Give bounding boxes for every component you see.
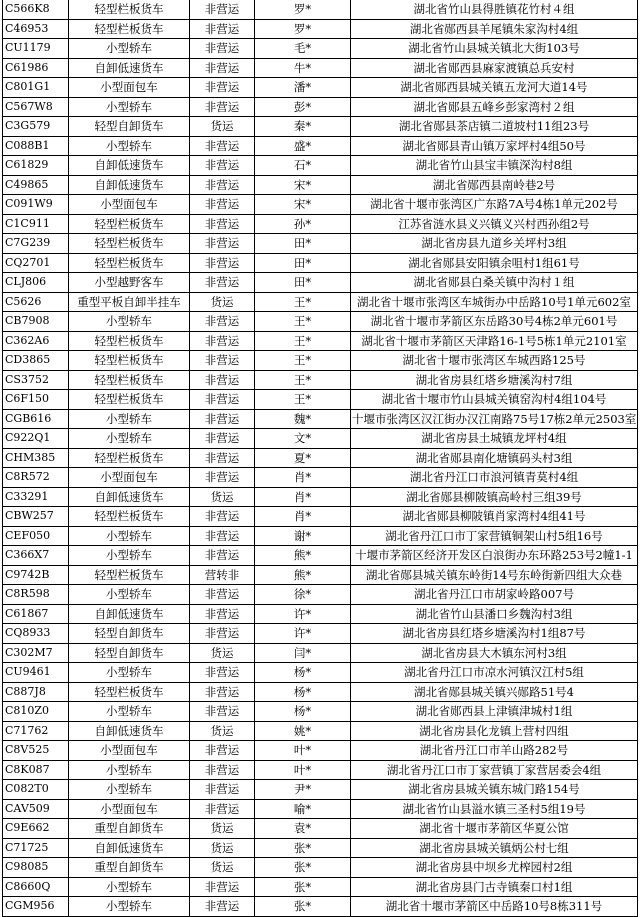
usage-cell: 非营运 [190, 604, 255, 624]
address-cell: 湖北省十堰市张湾区车城街办中岳路10号1单元602室 [351, 292, 638, 312]
address-cell: 湖北省郧县茶店镇二道坡村11组23号 [351, 117, 638, 137]
plate-cell: C9E662 [3, 819, 69, 839]
vehicle-type-cell: 重型自卸货车 [69, 858, 190, 878]
address-cell: 湖北省十堰市张湾区广东路7A号4栋1单元202号 [351, 195, 638, 215]
usage-cell: 非营运 [190, 195, 255, 215]
vehicle-type-cell: 轻型栏板货车 [69, 507, 190, 527]
usage-cell: 货运 [190, 838, 255, 858]
plate-cell: CGB616 [3, 409, 69, 429]
owner-cell: 尹* [255, 780, 351, 800]
usage-cell: 非营运 [190, 0, 255, 19]
usage-cell: 货运 [190, 721, 255, 741]
usage-cell: 货运 [190, 117, 255, 137]
vehicle-type-cell: 小型轿车 [69, 39, 190, 59]
plate-cell: C810Z0 [3, 702, 69, 722]
plate-cell: C46953 [3, 19, 69, 39]
address-cell: 湖北省郧县五峰乡彭家湾村２组 [351, 97, 638, 117]
address-cell: 十堰市张湾区汉江街办汉江南路75号17栋2单元2503室 [351, 409, 638, 429]
address-cell: 湖北省郧县城关镇兴郧路51号4 [351, 682, 638, 702]
address-cell: 湖北省房县中坝乡尤榨园村2组 [351, 858, 638, 878]
address-cell: 湖北省郧县安阳镇余咀村1组61号 [351, 253, 638, 273]
owner-cell: 王* [255, 292, 351, 312]
table-row [3, 585, 638, 605]
plate-cell: C3G579 [3, 117, 69, 137]
plate-cell: C8R598 [3, 585, 69, 605]
owner-cell: 石* [255, 156, 351, 176]
owner-cell: 田* [255, 273, 351, 293]
usage-cell: 非营运 [190, 429, 255, 449]
owner-cell: 熊* [255, 565, 351, 585]
plate-cell: C566K8 [3, 0, 69, 19]
vehicle-type-cell: 小型面包车 [69, 741, 190, 761]
usage-cell: 非营运 [190, 897, 255, 917]
plate-cell: CHM385 [3, 448, 69, 468]
table-row [3, 117, 638, 137]
plate-cell: C088B1 [3, 136, 69, 156]
owner-cell: 盛* [255, 136, 351, 156]
plate-cell: C362A6 [3, 331, 69, 351]
usage-cell: 非营运 [190, 39, 255, 59]
owner-cell: 熊* [255, 546, 351, 566]
plate-cell: C887J8 [3, 682, 69, 702]
vehicle-type-cell: 轻型栏板货车 [69, 331, 190, 351]
owner-cell: 王* [255, 331, 351, 351]
vehicle-type-cell: 小型轿车 [69, 546, 190, 566]
vehicle-table [2, 0, 638, 917]
owner-cell: 谢* [255, 526, 351, 546]
address-cell: 湖北省竹山县宝丰镇深沟村8组 [351, 156, 638, 176]
address-cell: 湖北省郧西县城关镇五龙河大道14号 [351, 78, 638, 98]
table-row [3, 351, 638, 371]
vehicle-type-cell: 小型轿车 [69, 409, 190, 429]
vehicle-type-cell: 小型面包车 [69, 195, 190, 215]
plate-cell: CU9461 [3, 663, 69, 683]
vehicle-type-cell: 小型轿车 [69, 312, 190, 332]
plate-cell: C71725 [3, 838, 69, 858]
owner-cell: 杨* [255, 682, 351, 702]
owner-cell: 王* [255, 370, 351, 390]
plate-cell: CQ2701 [3, 253, 69, 273]
address-cell: 湖北省竹山县潘口乡魏沟村3组 [351, 604, 638, 624]
table-row [3, 312, 638, 332]
address-cell: 湖北省房县城关镇炳公村七组 [351, 838, 638, 858]
table-row [3, 370, 638, 390]
usage-cell: 非营运 [190, 97, 255, 117]
usage-cell: 非营运 [190, 156, 255, 176]
vehicle-type-cell: 轻型栏板货车 [69, 234, 190, 254]
owner-cell: 魏* [255, 409, 351, 429]
usage-cell: 非营运 [190, 585, 255, 605]
owner-cell: 田* [255, 234, 351, 254]
table-row [3, 58, 638, 78]
vehicle-type-cell: 自卸低速货车 [69, 487, 190, 507]
owner-cell: 张* [255, 858, 351, 878]
vehicle-type-cell: 小型面包车 [69, 799, 190, 819]
vehicle-type-cell: 自卸低速货车 [69, 58, 190, 78]
owner-cell: 罗* [255, 0, 351, 19]
address-cell: 湖北省十堰市茅箭区华夏公馆 [351, 819, 638, 839]
vehicle-type-cell: 小型轿车 [69, 97, 190, 117]
address-cell: 湖北省房县红塔乡塘溪沟村1组87号 [351, 624, 638, 644]
address-cell: 湖北省丹江口市浪河镇青莫村4组 [351, 468, 638, 488]
table-row [3, 741, 638, 761]
table-row [3, 156, 638, 176]
plate-cell: CAV509 [3, 799, 69, 819]
usage-cell: 非营运 [190, 526, 255, 546]
address-cell: 湖北省十堰市茅箭区中岳路10号8栋311号 [351, 897, 638, 917]
owner-cell: 喻* [255, 799, 351, 819]
address-cell: 湖北省丹江口市凉水河镇汉江村5组 [351, 663, 638, 683]
table-row [3, 604, 638, 624]
usage-cell: 非营运 [190, 58, 255, 78]
owner-cell: 肖* [255, 487, 351, 507]
vehicle-type-cell: 小型轿车 [69, 897, 190, 917]
owner-cell: 王* [255, 351, 351, 371]
table-row [3, 234, 638, 254]
vehicle-type-cell: 轻型栏板货车 [69, 448, 190, 468]
vehicle-type-cell: 自卸低速货车 [69, 156, 190, 176]
table-row [3, 624, 638, 644]
table-row [3, 721, 638, 741]
table-row [3, 468, 638, 488]
plate-cell: CBW257 [3, 507, 69, 527]
usage-cell: 非营运 [190, 468, 255, 488]
table-row [3, 487, 638, 507]
table-row [3, 214, 638, 234]
owner-cell: 罗* [255, 19, 351, 39]
table-row [3, 292, 638, 312]
address-cell: 湖北省郧县青山镇万家坪村4组50号 [351, 136, 638, 156]
vehicle-type-cell: 重型自卸货车 [69, 819, 190, 839]
plate-cell: CD3865 [3, 351, 69, 371]
usage-cell: 非营运 [190, 19, 255, 39]
plate-cell: C8660Q [3, 877, 69, 897]
table-row [3, 897, 638, 917]
usage-cell: 货运 [190, 819, 255, 839]
usage-cell: 货运 [190, 487, 255, 507]
table-row [3, 195, 638, 215]
usage-cell: 非营运 [190, 253, 255, 273]
usage-cell: 非营运 [190, 214, 255, 234]
address-cell: 湖北省丹江口市丁家营镇丁家营居委会4组 [351, 760, 638, 780]
plate-cell: C567W8 [3, 97, 69, 117]
usage-cell: 非营运 [190, 663, 255, 683]
vehicle-type-cell: 小型越野客车 [69, 273, 190, 293]
vehicle-type-cell: 轻型栏板货车 [69, 370, 190, 390]
table-row [3, 877, 638, 897]
table-row [3, 858, 638, 878]
owner-cell: 秦* [255, 117, 351, 137]
usage-cell: 非营运 [190, 312, 255, 332]
vehicle-type-cell: 小型轿车 [69, 585, 190, 605]
owner-cell: 肖* [255, 507, 351, 527]
address-cell: 湖北省丹江口市羊山路282号 [351, 741, 638, 761]
plate-cell: C922Q1 [3, 429, 69, 449]
plate-cell: C9742B [3, 565, 69, 585]
vehicle-type-cell: 小型面包车 [69, 78, 190, 98]
address-cell: 湖北省郧县柳陂镇高岭村三组39号 [351, 487, 638, 507]
table-row [3, 97, 638, 117]
usage-cell: 非营运 [190, 175, 255, 195]
owner-cell: 肖* [255, 468, 351, 488]
usage-cell: 货运 [190, 858, 255, 878]
address-cell: 湖北省竹山县溢水镇三圣村5组19号 [351, 799, 638, 819]
owner-cell: 姚* [255, 721, 351, 741]
address-cell: 湖北省十堰市茅箭区天津路16-1号5栋1单元2101室 [351, 331, 638, 351]
table-row [3, 273, 638, 293]
vehicle-type-cell: 自卸低速货车 [69, 838, 190, 858]
usage-cell: 非营运 [190, 702, 255, 722]
plate-cell: C366X7 [3, 546, 69, 566]
address-cell: 湖北省房县城关镇东城门路154号 [351, 780, 638, 800]
table-row [3, 39, 638, 59]
usage-cell: 非营运 [190, 448, 255, 468]
table-row [3, 819, 638, 839]
table-row [3, 546, 638, 566]
vehicle-type-cell: 轻型自卸货车 [69, 117, 190, 137]
plate-cell: C082T0 [3, 780, 69, 800]
plate-cell: C98085 [3, 858, 69, 878]
address-cell: 湖北省郧西县麻家渡镇总兵安村 [351, 58, 638, 78]
vehicle-type-cell: 轻型栏板货车 [69, 351, 190, 371]
usage-cell: 非营运 [190, 370, 255, 390]
table-row [3, 78, 638, 98]
usage-cell: 非营运 [190, 507, 255, 527]
table-row [3, 390, 638, 410]
address-cell: 湖北省郧县白桑关镇中沟村１组 [351, 273, 638, 293]
usage-cell: 非营运 [190, 78, 255, 98]
vehicle-type-cell: 轻型自卸货车 [69, 624, 190, 644]
table-row [3, 838, 638, 858]
vehicle-type-cell: 小型轿车 [69, 877, 190, 897]
table-row [3, 19, 638, 39]
plate-cell: C49865 [3, 175, 69, 195]
plate-cell: CQ8933 [3, 624, 69, 644]
table-row [3, 799, 638, 819]
vehicle-type-cell: 小型轿车 [69, 780, 190, 800]
vehicle-type-cell: 轻型栏板货车 [69, 682, 190, 702]
plate-cell: C8R572 [3, 468, 69, 488]
address-cell: 湖北省房县大木镇东河村3组 [351, 643, 638, 663]
address-cell: 湖北省郧西县上津镇津城村1组 [351, 702, 638, 722]
table-row [3, 331, 638, 351]
usage-cell: 非营运 [190, 741, 255, 761]
owner-cell: 袁* [255, 819, 351, 839]
vehicle-type-cell: 小型轿车 [69, 702, 190, 722]
owner-cell: 宋* [255, 175, 351, 195]
owner-cell: 宋* [255, 195, 351, 215]
usage-cell: 非营运 [190, 136, 255, 156]
address-cell: 湖北省竹山县得胜镇花竹村４组 [351, 0, 638, 19]
usage-cell: 非营运 [190, 877, 255, 897]
table-row [3, 429, 638, 449]
address-cell: 湖北省郧县城关镇东岭街14号东岭街新四组大众巷 [351, 565, 638, 585]
owner-cell: 王* [255, 390, 351, 410]
plate-cell: CB7908 [3, 312, 69, 332]
table-row [3, 0, 638, 19]
address-cell: 十堰市茅箭区经济开发区白浪街办东环路253号2幢1-1 [351, 546, 638, 566]
plate-cell: C7G239 [3, 234, 69, 254]
vehicle-type-cell: 重型平板自卸半挂车 [69, 292, 190, 312]
vehicle-type-cell: 轻型栏板货车 [69, 0, 190, 19]
owner-cell: 牛* [255, 58, 351, 78]
table-row [3, 760, 638, 780]
plate-cell: C1C911 [3, 214, 69, 234]
vehicle-type-cell: 轻型栏板货车 [69, 19, 190, 39]
address-cell: 江苏省涟水县义兴镇义兴村西孙组2号 [351, 214, 638, 234]
owner-cell: 夏* [255, 448, 351, 468]
table-row [3, 507, 638, 527]
address-cell: 湖北省房县门古寺镇秦口村1组 [351, 877, 638, 897]
plate-cell: CLJ806 [3, 273, 69, 293]
table-row [3, 565, 638, 585]
table-row [3, 409, 638, 429]
address-cell: 湖北省竹山县城关镇北大街103号 [351, 39, 638, 59]
plate-cell: C61829 [3, 156, 69, 176]
vehicle-type-cell: 自卸低速货车 [69, 175, 190, 195]
usage-cell: 非营运 [190, 682, 255, 702]
address-cell: 湖北省郧县南化塘镇码头村3组 [351, 448, 638, 468]
owner-cell: 文* [255, 429, 351, 449]
owner-cell: 叶* [255, 760, 351, 780]
owner-cell: 闫* [255, 643, 351, 663]
usage-cell: 营转非 [190, 565, 255, 585]
vehicle-table-body [3, 0, 638, 916]
usage-cell: 货运 [190, 643, 255, 663]
address-cell: 湖北省十堰市茅箭区东岳路30号4栋2单元601号 [351, 312, 638, 332]
plate-cell: C801G1 [3, 78, 69, 98]
table-row [3, 448, 638, 468]
usage-cell: 非营运 [190, 780, 255, 800]
plate-cell: C61986 [3, 58, 69, 78]
plate-cell: C61867 [3, 604, 69, 624]
usage-cell: 非营运 [190, 331, 255, 351]
plate-cell: C71762 [3, 721, 69, 741]
address-cell: 湖北省丹江口市丁家营镇铜架山村5组16号 [351, 526, 638, 546]
vehicle-type-cell: 轻型栏板货车 [69, 390, 190, 410]
owner-cell: 潘* [255, 78, 351, 98]
address-cell: 湖北省郧西县南岭巷2号 [351, 175, 638, 195]
plate-cell: C091W9 [3, 195, 69, 215]
owner-cell: 张* [255, 877, 351, 897]
table-row [3, 780, 638, 800]
vehicle-type-cell: 小型面包车 [69, 468, 190, 488]
plate-cell: CGM956 [3, 897, 69, 917]
address-cell: 湖北省房县化龙镇上营村四组 [351, 721, 638, 741]
plate-cell: C33291 [3, 487, 69, 507]
usage-cell: 货运 [190, 292, 255, 312]
usage-cell: 非营运 [190, 234, 255, 254]
owner-cell: 王* [255, 312, 351, 332]
usage-cell: 非营运 [190, 409, 255, 429]
vehicle-type-cell: 轻型栏板货车 [69, 253, 190, 273]
owner-cell: 徐* [255, 585, 351, 605]
vehicle-type-cell: 自卸低速货车 [69, 604, 190, 624]
table-row [3, 643, 638, 663]
usage-cell: 非营运 [190, 799, 255, 819]
vehicle-type-cell: 小型轿车 [69, 760, 190, 780]
usage-cell: 非营运 [190, 546, 255, 566]
vehicle-type-cell: 轻型栏板货车 [69, 214, 190, 234]
plate-cell: C8V525 [3, 741, 69, 761]
table-row [3, 682, 638, 702]
table-row [3, 253, 638, 273]
vehicle-type-cell: 小型轿车 [69, 429, 190, 449]
owner-cell: 张* [255, 838, 351, 858]
table-row [3, 175, 638, 195]
address-cell: 湖北省郧西县羊尾镇朱家沟村4组 [351, 19, 638, 39]
table-row [3, 702, 638, 722]
usage-cell: 非营运 [190, 760, 255, 780]
owner-cell: 孙* [255, 214, 351, 234]
plate-cell: CS3752 [3, 370, 69, 390]
plate-cell: C6F150 [3, 390, 69, 410]
address-cell: 湖北省丹江口市胡家岭路007号 [351, 585, 638, 605]
owner-cell: 叶* [255, 741, 351, 761]
address-cell: 湖北省十堰市竹山县城关镇窑沟村4组104号 [351, 390, 638, 410]
usage-cell: 非营运 [190, 351, 255, 371]
owner-cell: 许* [255, 604, 351, 624]
usage-cell: 非营运 [190, 624, 255, 644]
plate-cell: CU1179 [3, 39, 69, 59]
address-cell: 湖北省房县红塔乡塘溪沟村7组 [351, 370, 638, 390]
table-row [3, 663, 638, 683]
table-row [3, 136, 638, 156]
owner-cell: 杨* [255, 702, 351, 722]
vehicle-type-cell: 小型轿车 [69, 136, 190, 156]
vehicle-type-cell: 轻型自卸货车 [69, 643, 190, 663]
usage-cell: 非营运 [190, 273, 255, 293]
plate-cell: C302M7 [3, 643, 69, 663]
usage-cell: 非营运 [190, 390, 255, 410]
owner-cell: 杨* [255, 663, 351, 683]
address-cell: 湖北省十堰市张湾区车城西路125号 [351, 351, 638, 371]
plate-cell: CEF050 [3, 526, 69, 546]
address-cell: 湖北省郧县柳陂镇肖家湾村4组41号 [351, 507, 638, 527]
owner-cell: 张* [255, 897, 351, 917]
plate-cell: C8K087 [3, 760, 69, 780]
vehicle-type-cell: 小型轿车 [69, 663, 190, 683]
owner-cell: 田* [255, 253, 351, 273]
owner-cell: 彭* [255, 97, 351, 117]
vehicle-type-cell: 自卸低速货车 [69, 721, 190, 741]
plate-cell: C5626 [3, 292, 69, 312]
owner-cell: 许* [255, 624, 351, 644]
address-cell: 湖北省房县土城镇龙坪村4组 [351, 429, 638, 449]
table-row [3, 526, 638, 546]
vehicle-type-cell: 轻型栏板货车 [69, 565, 190, 585]
address-cell: 湖北省房县九道乡关坪村3组 [351, 234, 638, 254]
vehicle-type-cell: 小型轿车 [69, 526, 190, 546]
owner-cell: 毛* [255, 39, 351, 59]
